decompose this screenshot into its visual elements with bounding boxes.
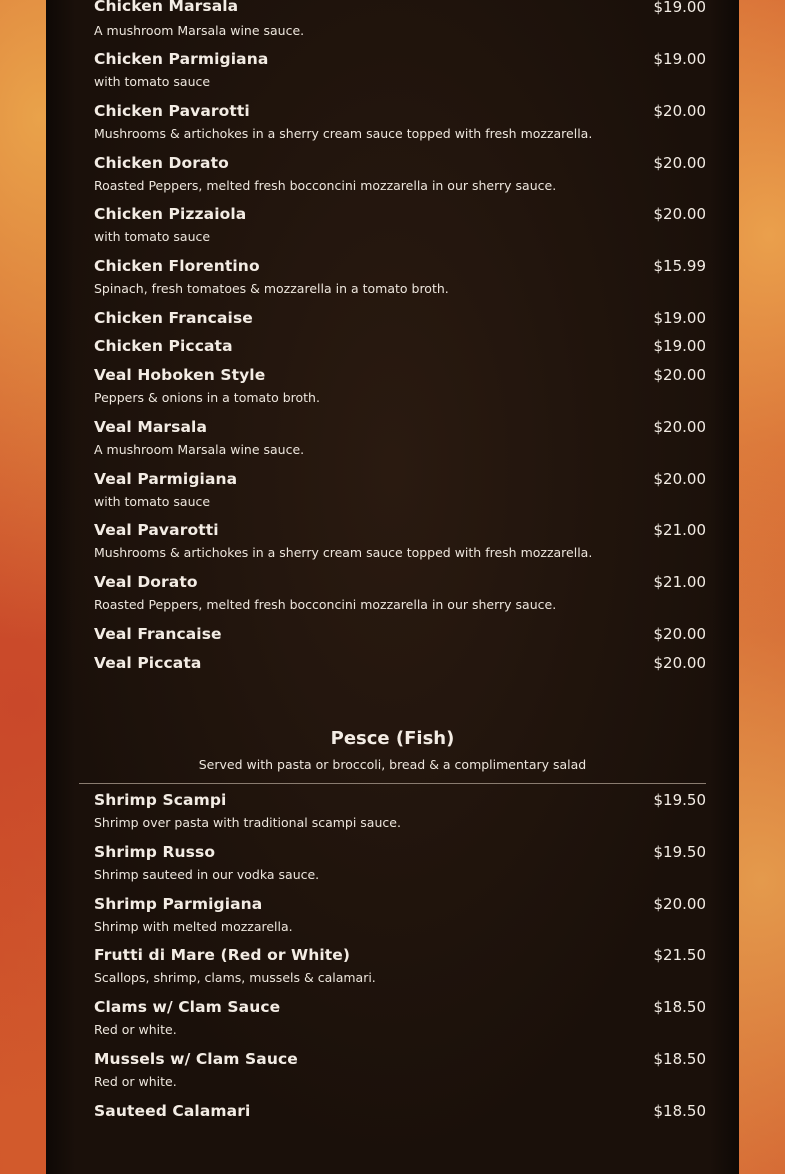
item-description: Mushrooms & artichokes in a sherry cream sauce topped with fresh mozzarella. <box>94 126 593 141</box>
item-description: Roasted Peppers, melted fresh bocconcini mozzarella in our sherry sauce. <box>94 178 557 193</box>
section-subtitle: Served with pasta or broccoli, bread & a complimentary salad <box>198 757 587 772</box>
item-price: $19.00 <box>653 50 706 68</box>
item-price: $21.50 <box>653 946 706 964</box>
item-price: $19.50 <box>653 791 706 809</box>
item-name: Veal Dorato <box>94 573 198 591</box>
item-description: Spinach, fresh tomatoes & mozzarella in a tomato broth. <box>94 281 449 296</box>
item-name: Veal Parmigiana <box>94 470 238 488</box>
item-price: $20.00 <box>653 625 706 643</box>
section-divider <box>79 783 706 784</box>
item-price: $21.00 <box>653 521 706 539</box>
item-price: $19.00 <box>653 337 706 355</box>
item-name: Veal Francaise <box>94 625 222 643</box>
item-price: $18.50 <box>653 1050 706 1068</box>
item-name: Chicken Marsala <box>94 0 239 15</box>
item-description: Mushrooms & artichokes in a sherry cream sauce topped with fresh mozzarella. <box>94 545 593 560</box>
item-price: $18.50 <box>653 1102 706 1120</box>
item-price: $20.00 <box>653 205 706 223</box>
item-description: with tomato sauce <box>94 494 211 509</box>
item-name: Frutti di Mare (Red or White) <box>94 946 351 964</box>
item-description: Roasted Peppers, melted fresh bocconcini mozzarella in our sherry sauce. <box>94 597 557 612</box>
item-description: Peppers & onions in a tomato broth. <box>94 390 320 405</box>
item-name: Chicken Francaise <box>94 309 253 327</box>
item-description: Shrimp sauteed in our vodka sauce. <box>94 867 320 882</box>
item-description: Red or white. <box>94 1074 177 1089</box>
item-name: Chicken Dorato <box>94 154 229 172</box>
item-price: $20.00 <box>653 154 706 172</box>
item-description: A mushroom Marsala wine sauce. <box>94 23 305 38</box>
item-name: Shrimp Scampi <box>94 791 227 809</box>
item-name: Chicken Florentino <box>94 257 260 275</box>
item-price: $19.00 <box>653 0 706 16</box>
item-name: Shrimp Parmigiana <box>94 895 263 913</box>
item-price: $20.00 <box>653 654 706 672</box>
item-description: Scallops, shrimp, clams, mussels & calamari. <box>94 970 376 985</box>
item-description: with tomato sauce <box>94 229 211 244</box>
item-price: $20.00 <box>653 895 706 913</box>
item-price: $18.50 <box>653 998 706 1016</box>
item-name: Clams w/ Clam Sauce <box>94 998 281 1016</box>
item-price: $20.00 <box>653 470 706 488</box>
item-price: $20.00 <box>653 366 706 384</box>
item-name: Chicken Pizzaiola <box>94 205 247 223</box>
item-price: $15.99 <box>653 257 706 275</box>
item-price: $21.00 <box>653 573 706 591</box>
item-name: Chicken Pavarotti <box>94 102 250 120</box>
item-price: $19.00 <box>653 309 706 327</box>
item-name: Veal Piccata <box>94 654 202 672</box>
item-description: Shrimp over pasta with traditional scampi sauce. <box>94 815 401 830</box>
item-name: Shrimp Russo <box>94 843 216 861</box>
section-title: Pesce (Fish) <box>330 728 455 749</box>
item-price: $20.00 <box>653 418 706 436</box>
item-name: Veal Marsala <box>94 418 208 436</box>
item-price: $20.00 <box>653 102 706 120</box>
item-name: Chicken Parmigiana <box>94 50 269 68</box>
item-description: with tomato sauce <box>94 74 211 89</box>
item-name: Veal Hoboken Style <box>94 366 266 384</box>
item-name: Mussels w/ Clam Sauce <box>94 1050 298 1068</box>
item-description: Shrimp with melted mozzarella. <box>94 919 293 934</box>
item-description: Red or white. <box>94 1022 177 1037</box>
item-name: Chicken Piccata <box>94 337 233 355</box>
item-name: Sauteed Calamari <box>94 1102 251 1120</box>
item-price: $19.50 <box>653 843 706 861</box>
item-name: Veal Pavarotti <box>94 521 219 539</box>
item-description: A mushroom Marsala wine sauce. <box>94 442 305 457</box>
